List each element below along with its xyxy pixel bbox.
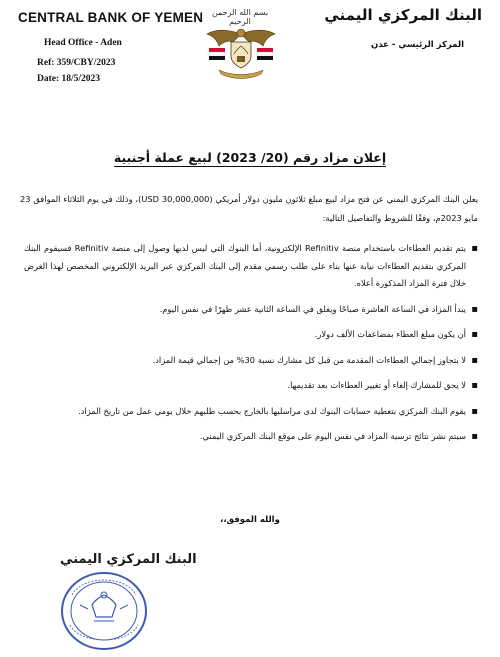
intro-paragraph: يعلن البنك المركزي اليمني عن فتح مزاد لبيع مبلغ ثلاثون مليون دولار أمريكي (30,000,000 USD)، وذلك في يوم الثلاثاء الموافق 23 مايو 2023م، وفقًا للشروط والتفاصيل التالية: bbox=[20, 194, 478, 223]
signature-text: البنك المركزي اليمني bbox=[60, 552, 197, 567]
list-item: ▪ يتم تقديم العطاءات باستخدام منصة Refinitiv الإلكترونية، أما البنوك التي ليس لديها وصول إلى منصة Refinitiv فسيقوم البنك المركزي بتقديم العطاءات نيابة عنها بناء على طلب رسمي مقدم إلى البنك المركزي عبر البريد الإلكتروني المخصص لهذا الغرض خلال فترة المزاد المذكورة أعلاه. bbox=[24, 240, 478, 293]
bank-name-en: CENTRAL BANK OF YEMEN bbox=[18, 10, 204, 25]
list-item: ▪ يبدأ المزاد في الساعة العاشرة صباحًا ويغلق في الساعة الثانية عشر ظهرًا في نفس اليوم. bbox=[24, 301, 478, 319]
eagle-emblem-icon bbox=[203, 24, 279, 82]
document-date: Date: 18/5/2023 bbox=[37, 74, 101, 84]
list-item: ▪ سيتم نشر نتائج ترسية المزاد في نفس اليوم على موقع البنك المركزي اليمني. bbox=[24, 428, 478, 446]
official-stamp-icon bbox=[58, 565, 150, 653]
closing-line: والله الموفق،، bbox=[220, 515, 280, 525]
bank-name-ar: البنك المركزي اليمني bbox=[324, 6, 482, 24]
list-item: ▪ يقوم البنك المركزي بتغطية حسابات البنوك لدى مراسليها بالخارج بحسب طلبهم خلال يومي عمل من تاريخ المزاد. bbox=[24, 403, 478, 421]
list-item: ▪ لا يتجاوز إجمالي العطاءات المقدمة من قبل كل مشارك نسبة 30% من إجمالي قيمة المزاد. bbox=[24, 352, 478, 370]
terms-list bbox=[24, 240, 478, 454]
basmala: بسم الله الرحمن الرحيم bbox=[211, 8, 269, 26]
list-item: ▪ لا يحق للمشارك إلغاء أو تغيير العطاءات بعد تقديمها. bbox=[24, 377, 478, 395]
head-office-ar: المركز الرئيسي - عدن bbox=[370, 40, 464, 50]
document-title bbox=[0, 150, 500, 165]
reference-number: Ref: 359/CBY/2023 bbox=[37, 58, 116, 68]
head-office-en: Head Office - Aden bbox=[44, 38, 122, 48]
title-text: إعلان مزاد رقم (20/ 2023) لبيع عملة أجنبية bbox=[113, 150, 387, 165]
list-item: ▪ أن يكون مبلغ العطاء بمضاعفات الألف دولار. bbox=[24, 326, 478, 344]
